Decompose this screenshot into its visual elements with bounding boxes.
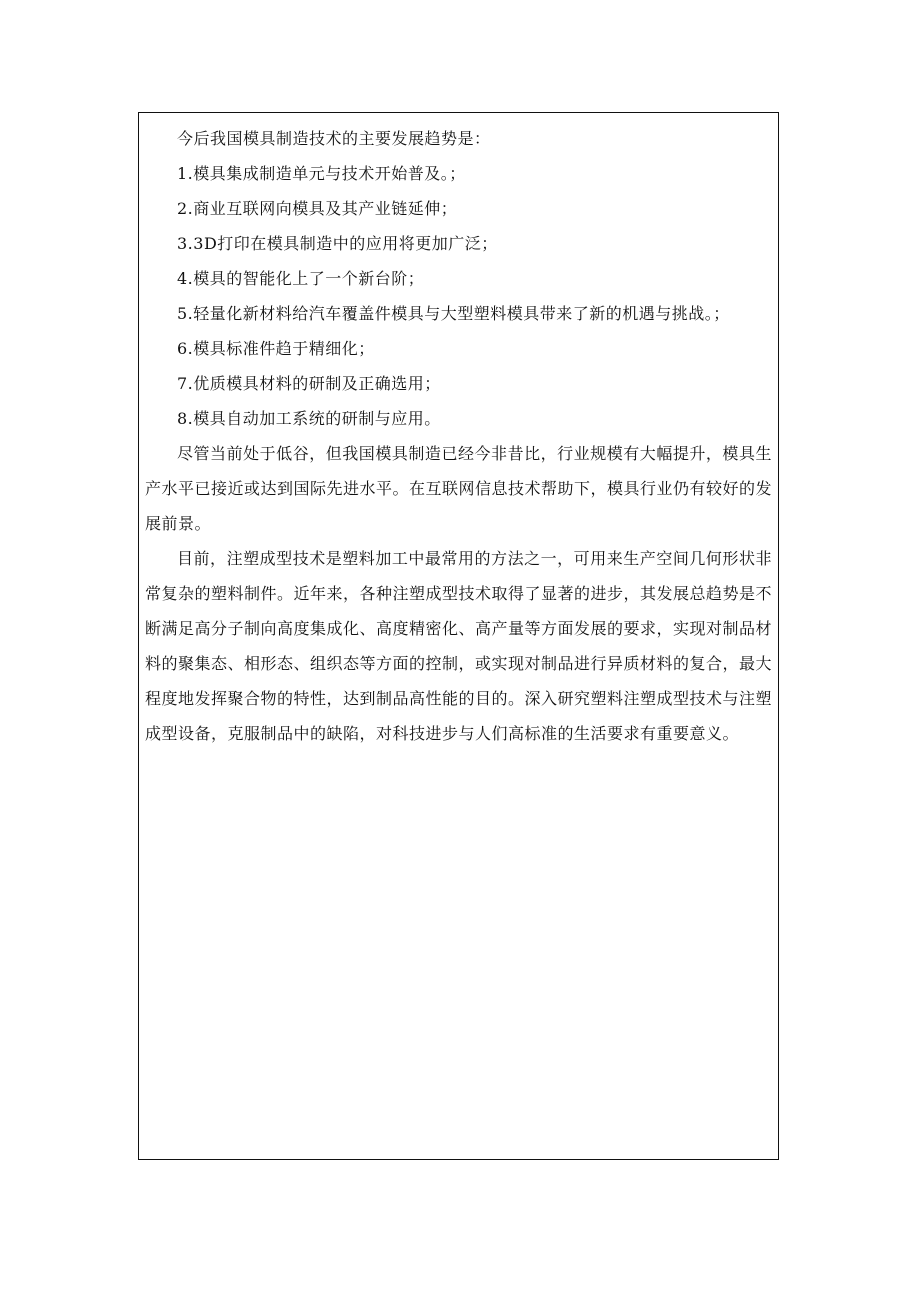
list-item: 7.优质模具材料的研制及正确选用； <box>177 374 441 393</box>
list-item: 5.轻量化新材料给汽车覆盖件模具与大型塑料模具带来了新的机遇与挑战。； <box>177 304 730 323</box>
body-paragraph: 尽管当前处于低谷，但我国模具制造已经今非昔比，行业规模有大幅提升，模具生产水平已接近或达到国际先进水平。在互联网信息技术帮助下，模具行业仍有较好的发展前景。 <box>145 444 773 533</box>
document-body <box>139 113 778 751</box>
list-item: 3.3D打印在模具制造中的应用将更加广泛； <box>177 234 498 253</box>
list-item: 6.模具标准件趋于精细化； <box>177 339 375 358</box>
body-paragraph: 目前，注塑成型技术是塑料加工中最常用的方法之一，可用来生产空间几何形状非常复杂的塑料制件。近年来，各种注塑成型技术取得了显著的进步，其发展总趋势是不断满足高分子制向高度集成化、高度精密化、高产量等方面发展的要求，实现对制品材料的聚集态、相形态、组织态等方面的控制，或实现对制品进行异质材料的复合，最大程度地发挥聚合物的特性，达到制品高性能的目的。深入研究塑料注塑成型技术与注塑成型设备，克服制品中的缺陷，对科技进步与人们高标准的生活要求有重要意义。 <box>145 549 773 743</box>
table-cell-frame <box>138 112 779 1160</box>
list-item: 1.模具集成制造单元与技术开始普及。； <box>177 164 466 183</box>
list-item: 2.商业互联网向模具及其产业链延伸； <box>177 199 458 218</box>
list-item: 8.模具自动加工系统的研制与应用。 <box>177 409 441 428</box>
list-item: 4.模具的智能化上了一个新台阶； <box>177 269 425 288</box>
intro-paragraph: 今后我国模具制造技术的主要发展趋势是： <box>177 129 491 148</box>
